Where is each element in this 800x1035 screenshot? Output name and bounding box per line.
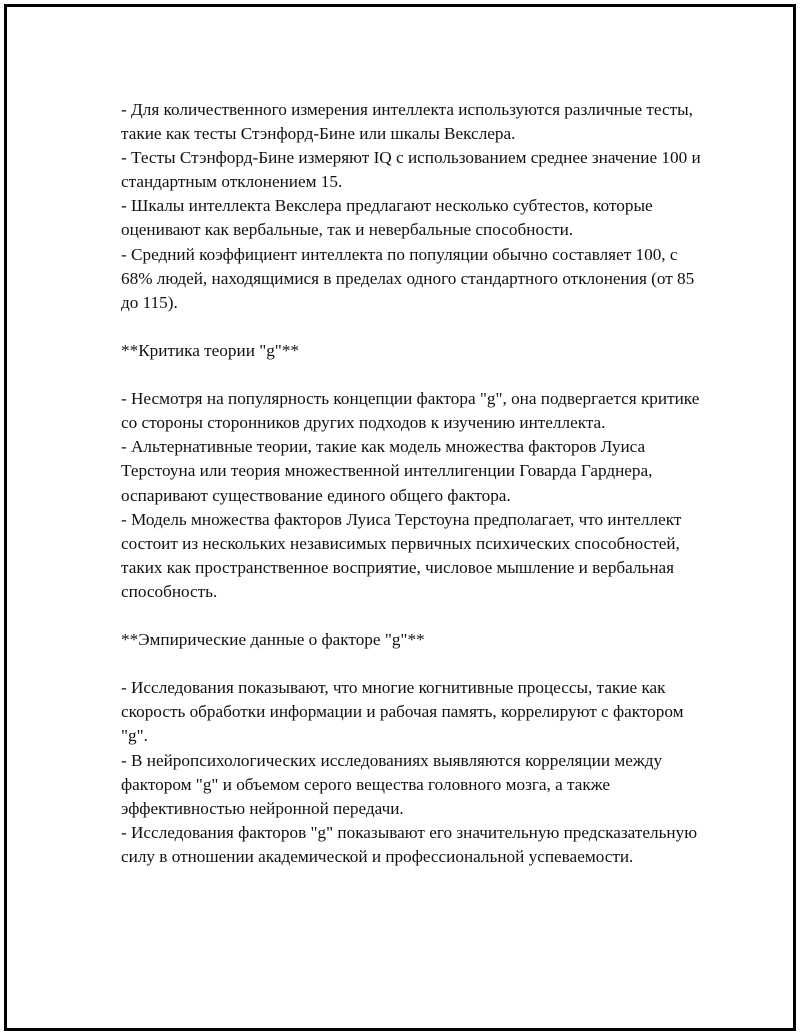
list-item: - Средний коэффициент интеллекта по популяции обычно составляет 100, с 68% людей, находящимися в пределах одного стандартного отклонения (от 85 до 115).: [121, 244, 699, 312]
paragraph-spacer: [121, 652, 701, 676]
list-item: - Альтернативные теории, такие как модель множества факторов Луиса Терстоуна или теория множественной интеллигенции Говарда Гарднера, оспаривают существование единого общего фактора.: [121, 437, 657, 505]
document-page: [4, 4, 796, 1031]
list-item: - Шкалы интеллекта Векслера предлагают несколько субтестов, которые оценивают как вербальные, так и невербальные способности.: [121, 196, 657, 240]
list-item: - Тесты Стэнфорд-Бине измеряют IQ с использованием среднее значение 100 и стандартным отклонением 15.: [121, 148, 705, 192]
paragraph-spacer: [121, 604, 701, 628]
paragraph-spacer: [121, 315, 701, 339]
list-item: - Исследования факторов "g" показывают его значительную предсказательную силу в отношении академической и профессиональной успеваемости.: [121, 822, 702, 866]
document-body: [121, 98, 705, 869]
section-heading-criticism: **Критика теории "g"**: [121, 340, 300, 360]
list-item: - Модель множества факторов Луиса Терстоуна предполагает, что интеллект состоит из нескольких независимых первичных психических способностей, таких как пространственное восприятие, числовое мышление и вербальная способность.: [121, 509, 686, 601]
list-item: - Исследования показывают, что многие когнитивные процессы, такие как скорость обработки информации и рабочая память, коррелируют с фактором "g".: [121, 678, 688, 746]
list-item: - В нейропсихологических исследованиях выявляются корреляции между фактором "g" и объемом серого вещества головного мозга, а также эффективностью нейронной передачи.: [121, 750, 667, 818]
list-item: - Для количественного измерения интеллекта используются различные тесты, такие как тесты Стэнфорд-Бине или шкалы Векслера.: [121, 100, 698, 144]
list-item: - Несмотря на популярность концепции фактора "g", она подвергается критике со стороны сторонников других подходов к изучению интеллекта.: [121, 389, 704, 433]
paragraph-spacer: [121, 363, 701, 387]
section-heading-empirical: **Эмпирические данные о факторе "g"**: [121, 630, 425, 650]
